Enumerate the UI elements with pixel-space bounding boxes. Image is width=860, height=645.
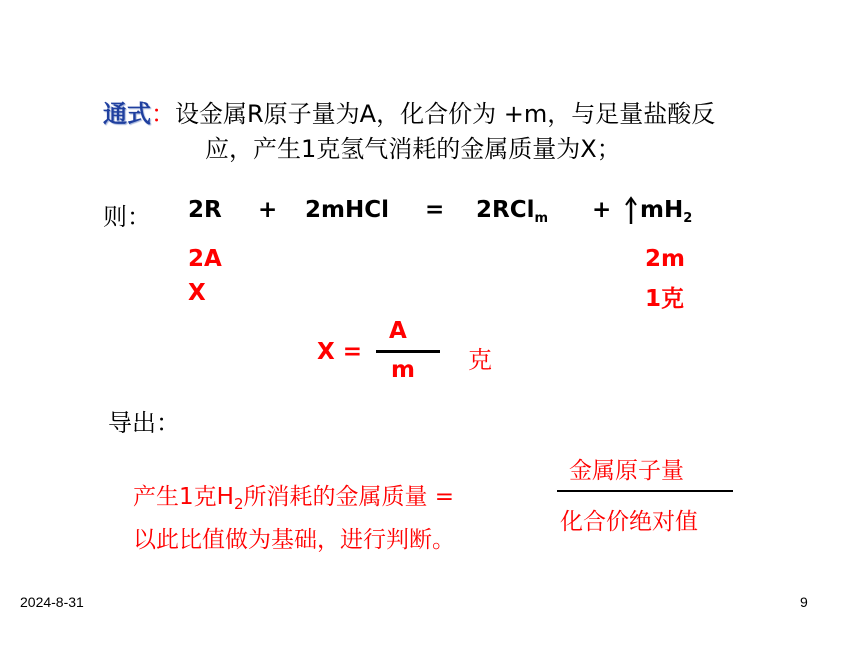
row2-right: 2m <box>645 246 685 272</box>
conclusion-line1 <box>133 478 454 511</box>
eq-term-mh2 <box>640 197 693 226</box>
general-label: 通式 <box>103 100 151 128</box>
eq-sub-m: m <box>534 211 549 226</box>
general-colon: ： <box>151 100 175 128</box>
row2-left: 2A <box>188 246 222 272</box>
general-text-2: 应，产生1克氢气消耗的金属质量为X； <box>205 135 621 163</box>
general-formula-line2 <box>205 129 621 164</box>
page-number: 9 <box>800 594 808 610</box>
conclusion-line1-post: 所消耗的金属质量 = <box>243 484 455 510</box>
fraction1-unit: 克 <box>468 346 492 374</box>
eq-sub-2: 2 <box>683 211 693 226</box>
eq-term-2rclm <box>476 197 549 226</box>
conclusion-fraction-bar <box>557 490 733 492</box>
conclusion-denominator: 化合价绝对值 <box>560 509 698 535</box>
eq-plus-2: + <box>592 197 612 223</box>
eq-equals: = <box>425 197 445 223</box>
up-arrow-icon <box>624 195 638 225</box>
conclusion-line1-sub: 2 <box>233 495 244 513</box>
fraction1-lhs: X = <box>317 339 363 365</box>
row3-right: 1克 <box>645 286 685 312</box>
conclusion-line2: 以此比值做为基础，进行判断。 <box>133 527 455 553</box>
eq-term-2r: 2R <box>188 197 222 223</box>
footer-date: 2024-8-31 <box>20 594 84 610</box>
general-formula-line1 <box>103 94 715 129</box>
fraction1-denominator: m <box>391 357 415 383</box>
conclusion-line1-pre: 产生1克H <box>133 484 234 510</box>
eq-term-2rcl: 2RCl <box>476 197 535 223</box>
general-text-1: 设金属R原子量为A，化合价为 +m，与足量盐酸反 <box>175 100 716 128</box>
row3-left: X <box>188 280 206 306</box>
eq-term-2mhcl: 2mHCl <box>305 197 389 223</box>
fraction1-numerator: A <box>389 318 407 344</box>
fraction1-bar <box>376 350 440 353</box>
eq-term-mh: mH <box>640 197 684 223</box>
eq-plus-1: + <box>258 197 278 223</box>
then-label: 则： <box>103 203 151 231</box>
derive-label: 导出： <box>108 409 180 437</box>
conclusion-numerator: 金属原子量 <box>569 458 684 484</box>
